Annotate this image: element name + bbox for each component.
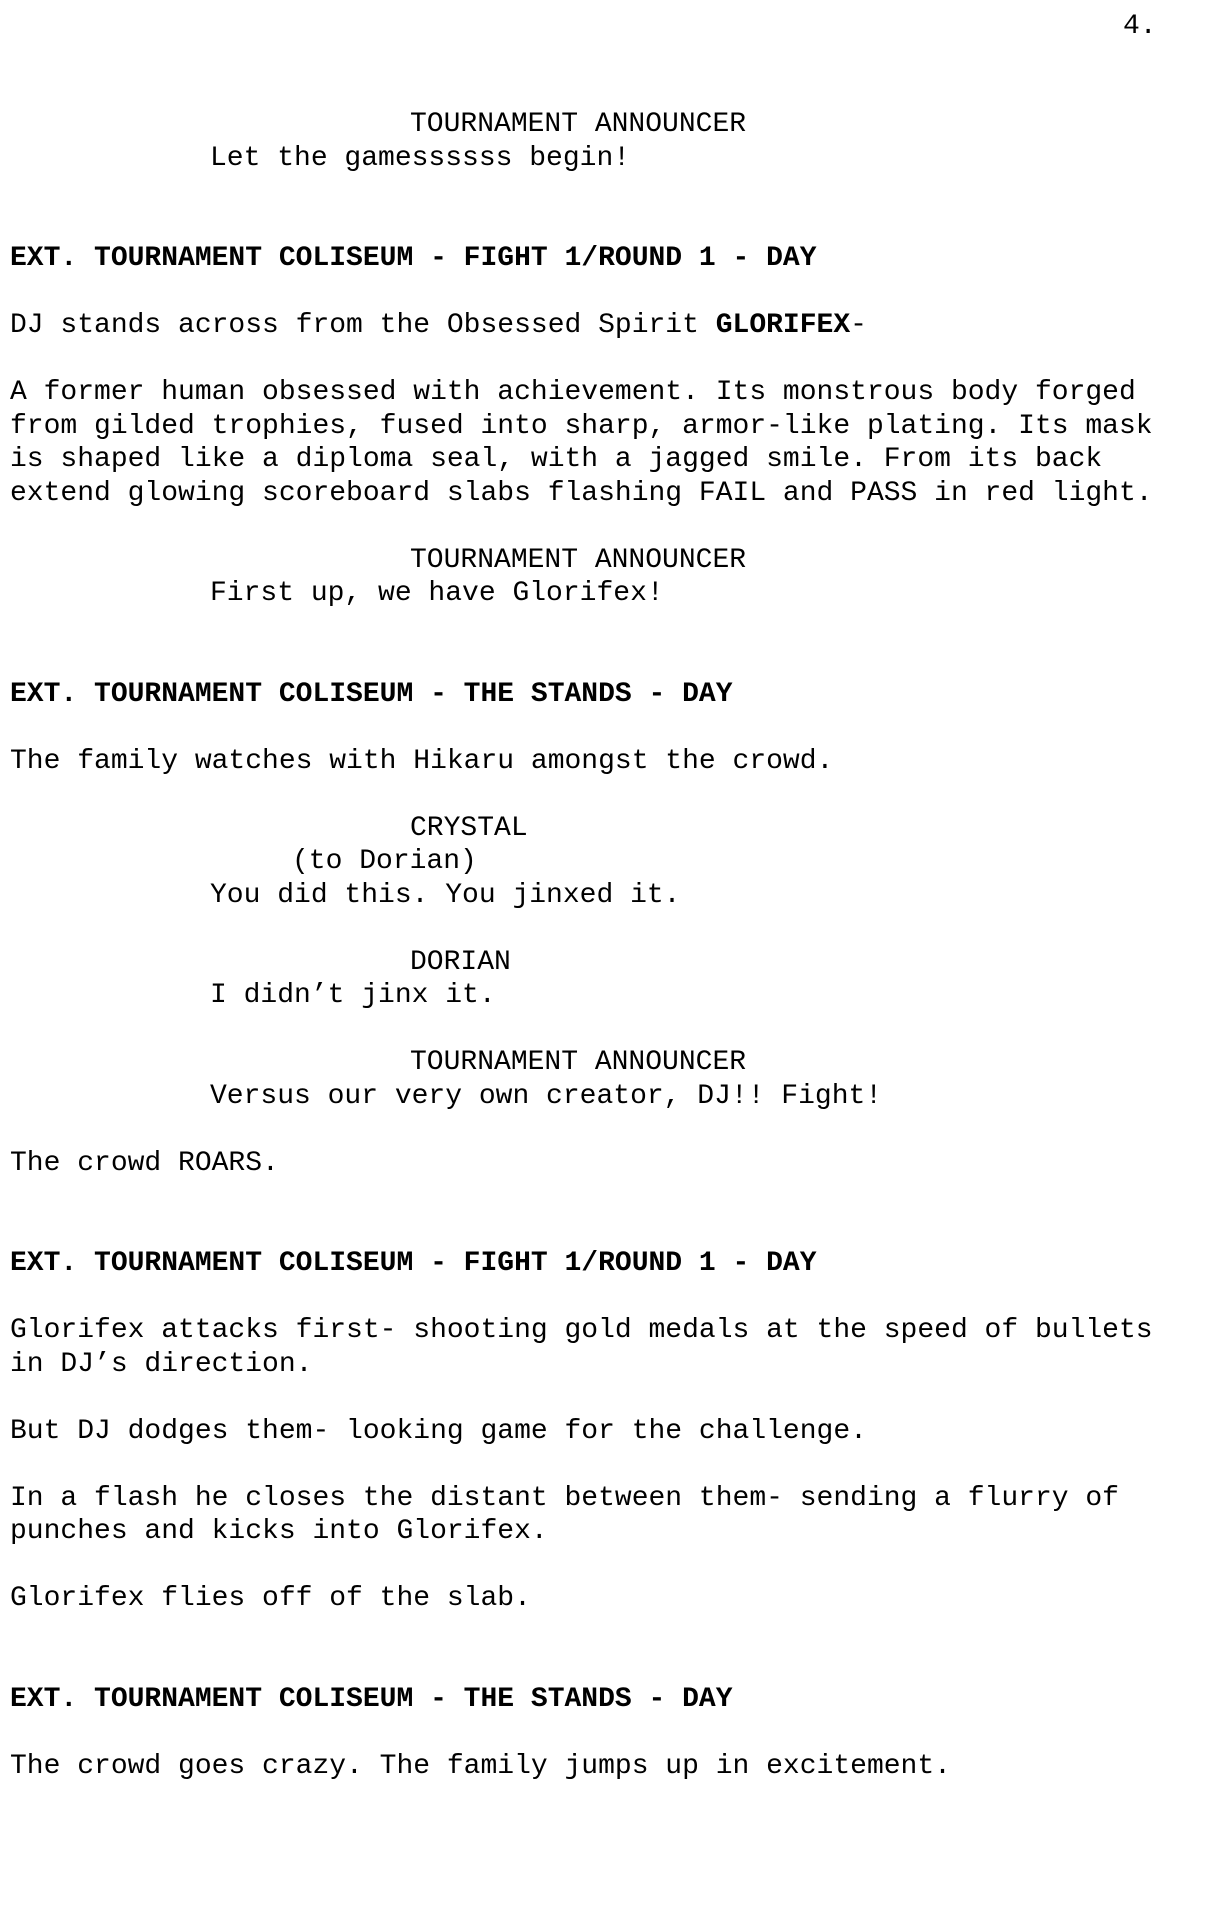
scene-heading: EXT. TOURNAMENT COLISEUM - THE STANDS - DAY: [10, 1683, 733, 1715]
character-name: CRYSTAL: [410, 812, 528, 844]
dialogue: Let the gamessssss begin!: [210, 142, 631, 174]
dialogue: First up, we have Glorifex!: [210, 578, 664, 609]
action-text: DJ stands across from the Obsessed Spirit: [10, 310, 716, 341]
scene-heading: EXT. TOURNAMENT COLISEUM - FIGHT 1/ROUND 1 - DAY: [10, 243, 817, 274]
action-line: [10, 309, 1185, 343]
action-line: The family watches with Hikaru amongst the crowd.: [10, 745, 834, 777]
scene-heading: EXT. TOURNAMENT COLISEUM - FIGHT 1/ROUND 1 - DAY: [10, 1248, 817, 1279]
character-name: TOURNAMENT ANNOUNCER: [410, 109, 747, 140]
parenthetical: (to Dorian): [292, 846, 477, 877]
action-line: The crowd ROARS.: [10, 1147, 279, 1179]
dialogue: I didn’t jinx it.: [210, 980, 496, 1011]
character-name: DORIAN: [410, 946, 511, 978]
dialogue: Versus our very own creator, DJ!! Fight!: [210, 1080, 883, 1112]
page-number: 4.: [1123, 11, 1157, 42]
action-line: But DJ dodges them- looking game for the challenge.: [10, 1415, 867, 1447]
character-name: TOURNAMENT ANNOUNCER: [410, 1047, 747, 1078]
action-text: -: [850, 310, 867, 341]
action-line: A former human obsessed with achievement. Its monstrous body forged from gilded trophies, fused into sharp, armor-like plating. Its mask is shaped like a diploma seal, with a jagged smile. From its back extend glowing scoreboard slabs flashing FAIL and PASS in red light.: [10, 377, 1170, 509]
action-line: Glorifex attacks first- shooting gold medals at the speed of bullets in DJ’s direction.: [10, 1315, 1170, 1380]
action-line: Glorifex flies off of the slab.: [10, 1583, 531, 1614]
screenplay-content: [10, 108, 1190, 1783]
character-intro: GLORIFEX: [715, 310, 851, 341]
character-name: TOURNAMENT ANNOUNCER: [410, 544, 747, 576]
scene-heading: EXT. TOURNAMENT COLISEUM - THE STANDS - DAY: [10, 678, 733, 710]
action-line: The crowd goes crazy. The family jumps up in excitement.: [10, 1750, 951, 1782]
dialogue: You did this. You jinxed it.: [210, 879, 681, 911]
action-line: In a flash he closes the distant between them- sending a flurry of punches and kicks into Glorifex.: [10, 1482, 1136, 1547]
